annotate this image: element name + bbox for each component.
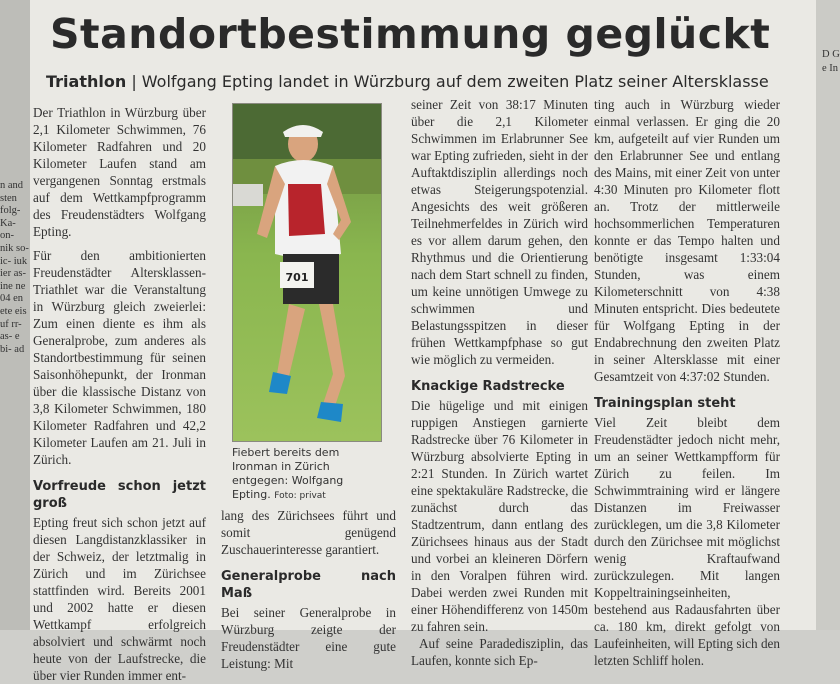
paragraph: Für den ambitionierten Freudenstädter Altersklassen-Triathlet war die Veranstaltung in Würzburg gleich zweierlei: Zum einen diente es ihm als Generalprobe, zum anderes als Standortbestimmung für seinen Saisonhöhepunkt, der Ironman über die klassische Distanz von 3,8 Kilometer Schwimmen, 180 Kilometer Radfahren und 42,2 Kilometer Laufen am 21. Juli in Zürich. xyxy=(33,248,206,467)
paragraph: lang des Zürichsees führt und somit genügend Zuschauerinteresse garantiert. xyxy=(221,508,396,557)
article-column-3 xyxy=(411,96,588,669)
paragraph: Die hügelige und mit einigen ruppigen Anstiegen garnierte Radstrecke über 76 Kilometer in Würzburg absolvierte Epting in 2:21 Stunden. In Zürich wartet eine spektakuläre Radstrecke, die zunächst durch das Stadtzentrum, dann entlang des Zürichsees hinaus aus der Stadt und vorbei an kleineren Dörfern in den Voralpen führen wird. Dabei werden zwei Runden mit einer Höhendifferenz von 1450m zu fahren sein. xyxy=(411,398,588,634)
article-column-4 xyxy=(594,96,780,669)
subline-text: Wolfgang Epting landet in Würzburg auf dem zweiten Platz seiner Altersklasse xyxy=(141,72,769,91)
article-column-2 xyxy=(221,507,396,672)
paragraph: Auf seine Paradedisziplin, das Laufen, konnte sich Ep- xyxy=(411,636,588,668)
article-subline xyxy=(46,72,806,91)
photo-caption xyxy=(232,446,382,503)
paragraph: Epting freut sich schon jetzt auf diesen Langdistanzklassiker in der Schweiz, der letztmalig in Zürich und im Zürichsee stattfinden wird. Bereits 2001 und 2002 hatte er diesen Wettkampf erfolgreich absolviert und schwärmt noch heute von der Laufstrecke, die über vier Runden immer ent- xyxy=(33,515,206,683)
runner-illustration xyxy=(233,104,381,441)
section-heading: Vorfreude schon jetzt groß xyxy=(33,479,206,511)
subline-separator: | xyxy=(126,72,142,91)
section-heading: Generalprobe nach Maß xyxy=(221,569,396,601)
photo-credit: Foto: privat xyxy=(274,491,326,501)
bib-number: 701 xyxy=(285,271,309,284)
section-heading: Knackige Radstrecke xyxy=(411,379,565,394)
right-column-fragment: D G e In xyxy=(822,49,840,74)
athlete-photo xyxy=(232,103,382,442)
caption-text: Fiebert bereits dem Ironman in Zürich entgegen: Wolfgang Epting. xyxy=(232,446,344,501)
paragraph: Der Triathlon in Würzburg über 2,1 Kilometer Schwimmen, 76 Kilometer Radfahren und 20 Kilometer Laufen stand am vergangenen Sonntag erstmals auf dem Wettkampfprogramm des Freudenstädters Wolfgang Epting. xyxy=(33,105,206,239)
article-column-1 xyxy=(33,104,206,684)
paragraph: ting auch in Würzburg wieder einmal verlassen. Er ging die 20 km, aufgeteilt auf vier Runden um den Erlabrunner See und entlang des Mains, mit einer Zeit von unter 4:30 Minuten pro Kilometer flott an. Trotz der mittlerweile hochsommerlichen Temperaturen konnte er das Tempo halten und benötigte insgesamt 1:33:04 Stunden, was einem Kilometerschnitt von 4:38 Minuten entspricht. Dies bedeutete für Wolfgang Epting in der Endabrechnung den zweiten Platz in seiner Altersklasse mit einer Gesamtzeit von 4:37:02 Stunden. xyxy=(594,97,780,384)
paragraph: seiner Zeit von 38:17 Minuten über die 2,1 Kilometer Schwimmen im Erlabrunner See war Epting zufrieden, sieht in der Auftaktdisziplin allerdings noch etwas Steigerungspotenzial. Angesichts des weit größeren Teilnehmerfeldes in Zürich wird es vor allem darum gehen, den Rhythmus und die Orientierung nach dem Start schnell zu finden, um keine unnötigen Umwege zu schwimmen und Belastungsspitzen in dieser frühen Wettkampfphase so gut wie möglich zu vermeiden. xyxy=(411,97,588,367)
section-heading: Trainingsplan steht xyxy=(594,396,736,411)
paragraph: Viel Zeit bleibt dem Freudenstädter jedoch nicht mehr, um an seiner Wettkampfform für Zürich zu feilen. Im Schwimmtraining wird er längere Distanzen im Freiwasser zurücklegen, um die 3,8 Kilometer durch den Zürichsee mit möglichst wenig Kraftaufwand zurückzulegen. Mit langen Koppeltrainingseinheiten, bestehend aus Radausfahrten über ca. 180 km, direkt gefolgt von Laufeinheiten, will Epting sich den letzten Schliff holen. xyxy=(594,415,780,668)
subline-kicker: Triathlon xyxy=(46,72,127,91)
left-column-fragment: n and sten folg- Ka- on- nik so- ic- iuk ier as- ine ne 04 en ete eis uf rr- as- e bi- ad xyxy=(0,180,29,355)
paragraph: Bei seiner Generalprobe in Würzburg zeigte der Freudenstädter eine gute Leistung: Mit xyxy=(221,605,396,671)
right-page-edge xyxy=(816,0,840,630)
article-headline: Standortbestimmung geglückt xyxy=(50,10,771,58)
